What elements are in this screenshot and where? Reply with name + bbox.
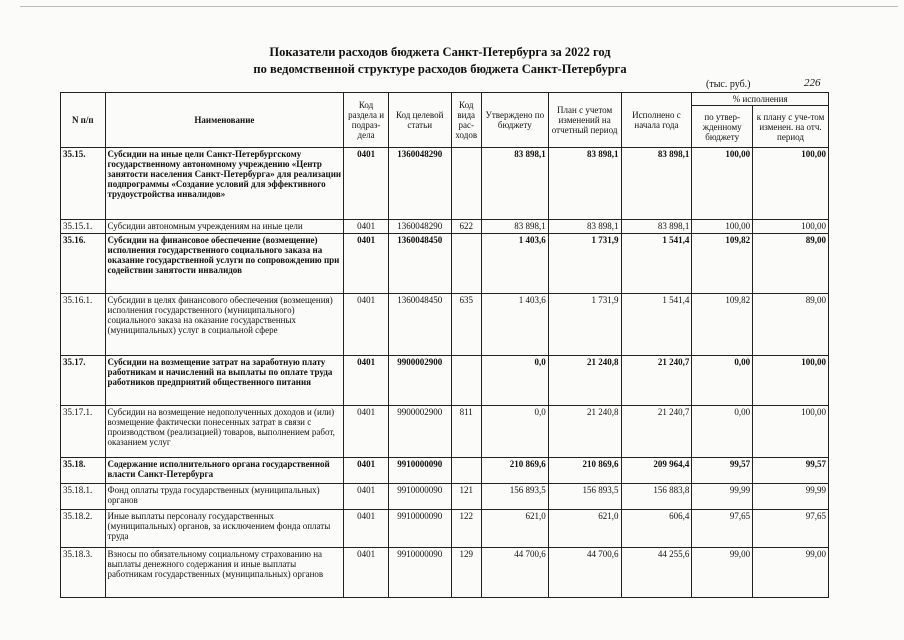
header-name: Наименование <box>105 93 344 148</box>
row-pct-plan: 100,00 <box>753 406 829 458</box>
row-section: 0401 <box>344 220 389 234</box>
row-section: 0401 <box>344 406 389 458</box>
row-pct-approved: 0,00 <box>692 356 753 406</box>
row-target: 1360048290 <box>388 220 451 234</box>
row-section: 0401 <box>344 548 389 598</box>
row-section: 0401 <box>344 458 389 484</box>
row-pct-plan: 97,65 <box>753 510 829 548</box>
row-approved: 1 403,6 <box>481 294 548 356</box>
row-section: 0401 <box>344 356 389 406</box>
row-section: 0401 <box>344 484 389 510</box>
header-plan: План с учетом изменений на отчетный период <box>548 93 621 148</box>
row-executed: 21 240,7 <box>621 406 692 458</box>
row-name: Фонд оплаты труда государственных (муниципальных) органов <box>105 484 344 510</box>
row-executed: 21 240,7 <box>621 356 692 406</box>
row-plan: 44 700,6 <box>548 548 621 598</box>
row-pct-plan: 99,99 <box>753 484 829 510</box>
row-pct-plan: 89,00 <box>753 294 829 356</box>
row-num: 35.15. <box>61 148 106 220</box>
row-plan: 210 869,6 <box>548 458 621 484</box>
row-name: Субсидии в целях финансового обеспечения (возмещения) исполнения государственного (муниципального) социального заказа на оказание государственных (муниципальных) услуг в социальной сфере <box>105 294 344 356</box>
row-pct-plan: 99,00 <box>753 548 829 598</box>
title-line-1: Показатели расходов бюджета Санкт-Петербурга за 2022 год <box>269 45 611 59</box>
row-plan: 1 731,9 <box>548 294 621 356</box>
row-name: Субсидии на возмещение затрат на заработную плату работникам и начислений на выплаты по оплате труда работников предприятий общественного питания <box>105 356 344 406</box>
expenditure-table <box>60 92 829 598</box>
row-executed: 44 255,6 <box>621 548 692 598</box>
row-plan: 1 731,9 <box>548 234 621 294</box>
row-target: 9910000090 <box>388 458 451 484</box>
page-number: 226 <box>804 77 821 89</box>
row-executed: 1 541,4 <box>621 294 692 356</box>
row-num: 35.18. <box>61 458 106 484</box>
row-pct-approved: 109,82 <box>692 234 753 294</box>
row-num: 35.18.3. <box>61 548 106 598</box>
row-type: 129 <box>451 548 481 598</box>
row-approved: 83 898,1 <box>481 148 548 220</box>
row-type: 811 <box>451 406 481 458</box>
scan-edge-line <box>20 6 898 7</box>
row-section: 0401 <box>344 294 389 356</box>
row-pct-approved: 100,00 <box>692 148 753 220</box>
row-name: Субсидии на иные цели Санкт-Петербургскому государственному автономному учреждению «Центр занятости населения Санкт-Петербурга» для реализации подпрограммы «Создание условий для эффективного трудоустройства инвалидов» <box>105 148 344 220</box>
header-num: N п/п <box>61 93 106 148</box>
row-type: 121 <box>451 484 481 510</box>
row-pct-approved: 97,65 <box>692 510 753 548</box>
header-percent-group: % исполнения <box>692 93 829 106</box>
row-executed: 1 541,4 <box>621 234 692 294</box>
row-num: 35.18.2. <box>61 510 106 548</box>
document-title <box>210 44 670 78</box>
table-row <box>61 356 829 406</box>
header-target-code: Код целевой статьи <box>388 93 451 148</box>
header-approved: Утверждено по бюджету <box>481 93 548 148</box>
row-pct-plan: 100,00 <box>753 148 829 220</box>
row-pct-plan: 100,00 <box>753 356 829 406</box>
row-approved: 621,0 <box>481 510 548 548</box>
header-pct-approved: по утвер-жденному бюджету <box>692 106 753 148</box>
row-executed: 83 898,1 <box>621 148 692 220</box>
row-executed: 606,4 <box>621 510 692 548</box>
row-name: Субсидии автономным учреждениям на иные цели <box>105 220 344 234</box>
row-section: 0401 <box>344 234 389 294</box>
row-type <box>451 148 481 220</box>
row-name: Субсидии на финансовое обеспечение (возмещение) исполнения государственного социального заказа на оказание государственной услуги по сопровождению при содействии занятости инвалидов <box>105 234 344 294</box>
row-target: 9910000090 <box>388 548 451 598</box>
row-approved: 1 403,6 <box>481 234 548 294</box>
row-type <box>451 356 481 406</box>
row-plan: 21 240,8 <box>548 356 621 406</box>
row-target: 1360048290 <box>388 148 451 220</box>
row-type: 622 <box>451 220 481 234</box>
row-executed: 83 898,1 <box>621 220 692 234</box>
row-target: 9900002900 <box>388 356 451 406</box>
row-target: 9910000090 <box>388 484 451 510</box>
row-pct-approved: 109,82 <box>692 294 753 356</box>
row-plan: 83 898,1 <box>548 220 621 234</box>
row-approved: 0,0 <box>481 406 548 458</box>
table-row <box>61 406 829 458</box>
row-approved: 83 898,1 <box>481 220 548 234</box>
row-type: 635 <box>451 294 481 356</box>
row-name: Иные выплаты персоналу государственных (муниципальных) органов, за исключением фонда оплаты труда <box>105 510 344 548</box>
row-approved: 44 700,6 <box>481 548 548 598</box>
row-num: 35.17. <box>61 356 106 406</box>
units-label: (тыс. руб.) <box>706 79 751 90</box>
title-line-2: по ведомственной структуре расходов бюджета Санкт-Петербурга <box>253 62 627 76</box>
row-pct-approved: 100,00 <box>692 220 753 234</box>
row-num: 35.16. <box>61 234 106 294</box>
header-section-code: Код раздела и подраз-дела <box>344 93 389 148</box>
table-row <box>61 148 829 220</box>
row-type <box>451 458 481 484</box>
row-executed: 156 883,8 <box>621 484 692 510</box>
table-row <box>61 234 829 294</box>
row-approved: 0,0 <box>481 356 548 406</box>
row-target: 1360048450 <box>388 294 451 356</box>
row-num: 35.17.1. <box>61 406 106 458</box>
table-row <box>61 484 829 510</box>
table-row <box>61 510 829 548</box>
row-num: 35.18.1. <box>61 484 106 510</box>
row-plan: 83 898,1 <box>548 148 621 220</box>
row-type: 122 <box>451 510 481 548</box>
row-plan: 21 240,8 <box>548 406 621 458</box>
row-target: 9910000090 <box>388 510 451 548</box>
table-row <box>61 294 829 356</box>
header-pct-plan: к плану с уче-том изменен. на отч. период <box>753 106 829 148</box>
row-plan: 156 893,5 <box>548 484 621 510</box>
row-pct-approved: 0,00 <box>692 406 753 458</box>
row-target: 9900002900 <box>388 406 451 458</box>
row-pct-plan: 99,57 <box>753 458 829 484</box>
row-target: 1360048450 <box>388 234 451 294</box>
table-row <box>61 458 829 484</box>
row-section: 0401 <box>344 510 389 548</box>
row-type <box>451 234 481 294</box>
table-row <box>61 220 829 234</box>
row-plan: 621,0 <box>548 510 621 548</box>
row-name: Субсидии на возмещение недополученных доходов и (или) возмещение фактически понесенных затрат в связи с производством (реализацией) товаров, выполнением работ, оказанием услуг <box>105 406 344 458</box>
row-approved: 156 893,5 <box>481 484 548 510</box>
row-num: 35.15.1. <box>61 220 106 234</box>
header-type-code: Код вида рас-ходов <box>451 93 481 148</box>
row-executed: 209 964,4 <box>621 458 692 484</box>
row-name: Взносы по обязательному социальному страхованию на выплаты денежного содержания и иные выплаты работникам государственных (муниципальных) органов <box>105 548 344 598</box>
row-pct-approved: 99,99 <box>692 484 753 510</box>
row-pct-plan: 100,00 <box>753 220 829 234</box>
row-num: 35.16.1. <box>61 294 106 356</box>
row-pct-approved: 99,00 <box>692 548 753 598</box>
table-row <box>61 548 829 598</box>
row-section: 0401 <box>344 148 389 220</box>
row-pct-plan: 89,00 <box>753 234 829 294</box>
header-executed: Исполнено с начала года <box>621 93 692 148</box>
row-name: Содержание исполнительного органа государственной власти Санкт-Петербурга <box>105 458 344 484</box>
row-pct-approved: 99,57 <box>692 458 753 484</box>
row-approved: 210 869,6 <box>481 458 548 484</box>
